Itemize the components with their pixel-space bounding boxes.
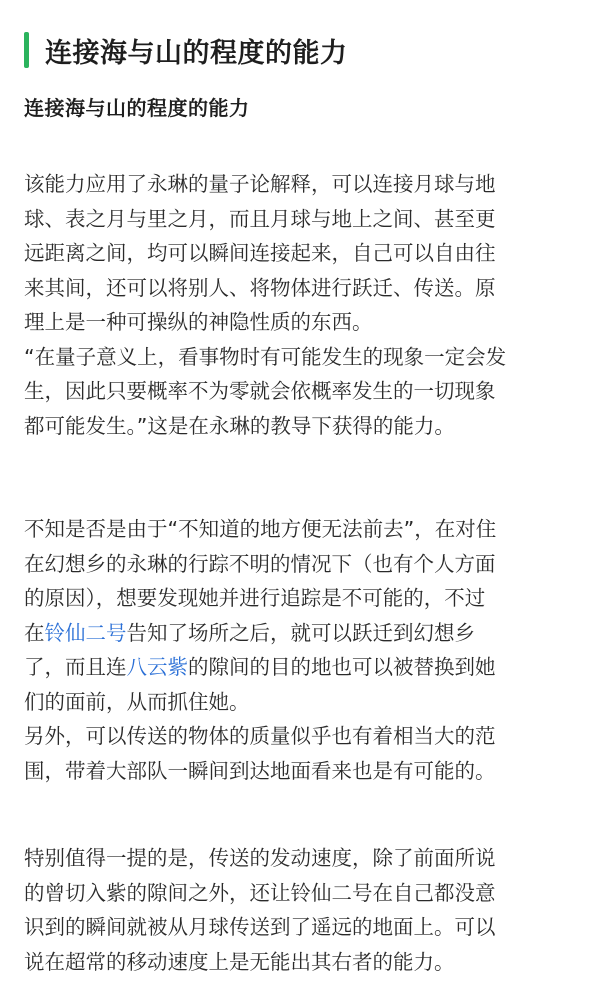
text-fragment: 的隙间的目的地也可以被替换到她 <box>188 655 496 679</box>
paragraph-line: 球、表之月与里之月，而且月球与地上之间、甚至更 <box>24 206 496 231</box>
paragraph-line: 的曾切入紫的隙间之外，还让铃仙二号在自己都没意 <box>24 880 496 905</box>
paragraph-line: 来其间，还可以将别人、将物体进行跃迁、传送。原 <box>24 275 496 300</box>
section-header <box>24 30 348 70</box>
paragraph-line: 特别值得一提的是，传送的发动速度，除了前面所说 <box>24 846 496 870</box>
paragraph-line-with-link <box>24 650 594 685</box>
section-title: 连接海与山的程度的能力 <box>45 37 348 69</box>
paragraph-line-with-link <box>24 616 594 651</box>
text-fragment: 了，而且连 <box>24 655 127 679</box>
paragraph-line: 的原因），想要发现她并进行追踪是不可能的，不过 <box>24 586 486 610</box>
paragraph-line: 说在超常的移动速度上是无能出其右者的能力。 <box>24 949 455 974</box>
paragraph-line: 远距离之间，均可以瞬间连接起来，自己可以自由往 <box>24 241 496 265</box>
section-accent-bar <box>24 32 29 68</box>
paragraph-line: 都可能发生。”这是在永琳的教导下获得的能力。 <box>24 413 455 438</box>
link-yakumo-yukari[interactable]: 八云紫 <box>126 655 188 679</box>
paragraph-line: 理上是一种可操纵的神隐性质的东西。 <box>24 310 373 334</box>
paragraph-line: 另外，可以传送的物体的质量似乎也有着相当大的范 <box>24 724 496 748</box>
paragraph-speed <box>24 841 594 979</box>
link-reisen-ii[interactable]: 铃仙二号 <box>44 620 127 645</box>
paragraph-line: 在幻想乡的永琳的行踪不明的情况下（也有个人方面 <box>24 551 496 576</box>
paragraph-line: 围，带着大部队一瞬间到达地面看来也是有可能的。 <box>24 758 496 783</box>
paragraph-line: 不知是否是由于“不知道的地方便无法前去”，在对住 <box>24 517 497 541</box>
paragraph-line: 该能力应用了永琳的量子论解释，可以连接月球与地 <box>24 172 496 196</box>
paragraph-line: “在量子意义上，看事物时有可能发生的现象一定会发 <box>24 344 507 369</box>
paragraph-line: 们的面前，从而抓住她。 <box>24 689 250 714</box>
text-fragment: 告知了场所之后，就可以跃迁到幻想乡 <box>126 620 475 645</box>
paragraph-line: 生，因此只要概率不为零就会依概率发生的一切现象 <box>24 379 496 403</box>
paragraph-tracking <box>24 512 594 788</box>
paragraph-line: 识到的瞬间就被从月球传送到了遥远的地面上。可以 <box>24 915 496 939</box>
text-fragment: 在 <box>24 620 45 645</box>
paragraph-ability-description <box>24 167 594 443</box>
sub-heading: 连接海与山的程度的能力 <box>24 96 250 120</box>
